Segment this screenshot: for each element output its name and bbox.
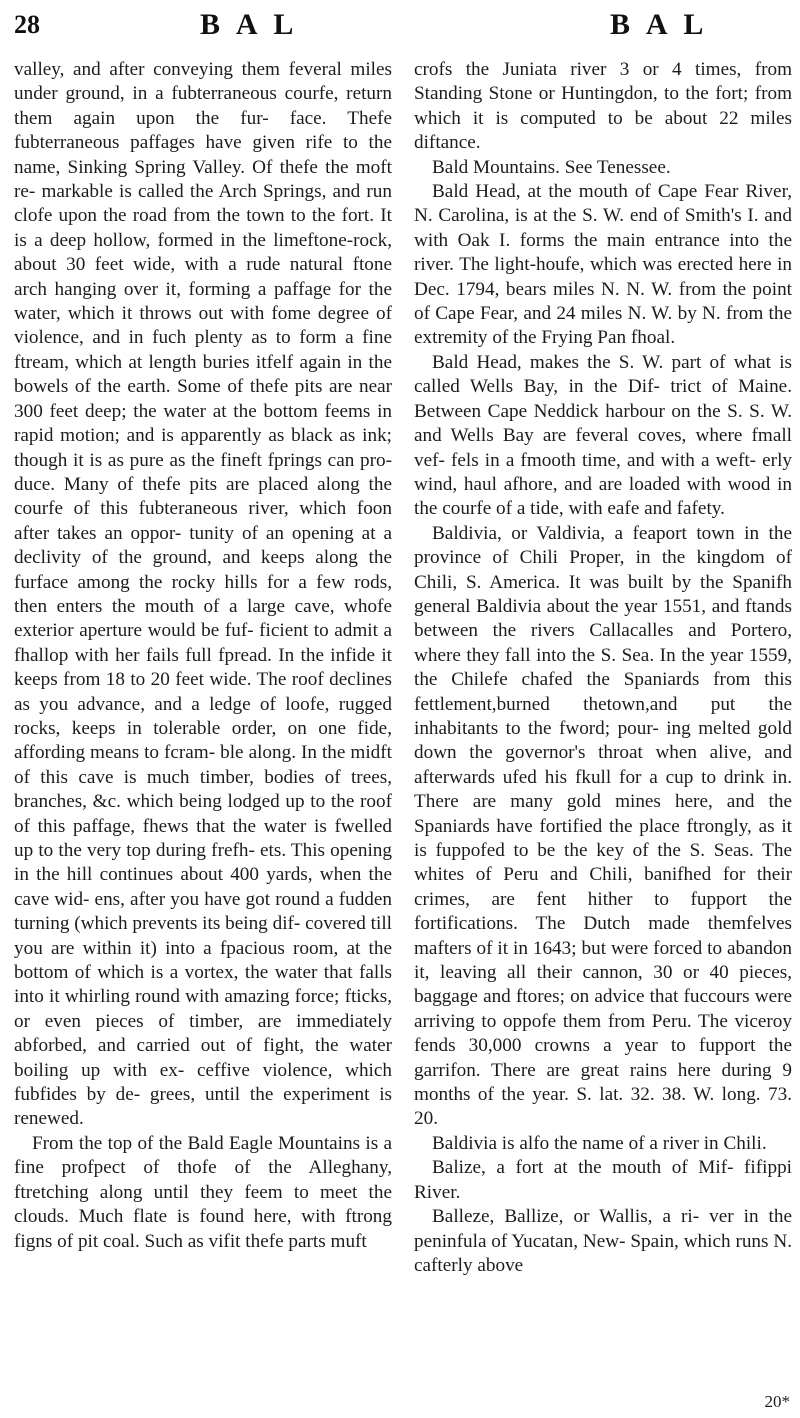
entry-bald-mountains: Bald Mountains. See Tenessee.	[432, 156, 671, 178]
left-column	[14, 58, 392, 1408]
text-paragraph: From the top of the Bald Eagle Mountains is a fine profpect of thofe of the Alleghany, ftretching along until they feem to meet the clouds. Much flate is found here, with ftrong figns of pit coal. Such as vifit thefe parts muft	[14, 1132, 392, 1252]
catchword: 20*	[764, 1392, 790, 1411]
text-paragraph: crofs the Juniata river 3 or 4 times, from Standing Stone or Huntingdon, to the fort; from which it is computed to be about 22 miles diftance.	[414, 59, 792, 154]
page-header	[0, 4, 800, 54]
right-running-title: B A L	[610, 8, 709, 41]
entry-bald-head-nc: Bald Head, at the mouth of Cape Fear River, N. Carolina, is at the S. W. end of Smith's I. and with Oak I. forms the main entrance into the river. The light-houfe, which was erected here in Dec. 1794, bears miles N. N. W. from the point of Cape Fear, and 24 miles N. W. by N. from the extremity of the Frying Pan fhoal.	[414, 181, 792, 349]
entry-baldivia: Baldivia, or Valdivia, a feaport town in the province of Chili Proper, in the kingdom of Chili, S. America. It was built by the Spanifh general Baldivia about the year 1551, and ftands between the rivers Callacalles and Portero, where they fall into the S. Sea. In the year 1559, the Chilefe chafed the Spaniards from this fettlement,burned thetown,and put the inhabitants to the fword; pour- ing melted gold down the governor's throat when alive, and afterwards ufed his fkull for a cup to drink in. There are many gold mines here, and the Spaniards have fortified the place ftrongly, as it is fuppofed to be the key of the S. Seas. The whites of Peru and Chili, banifhed for their crimes, are fent hither to fupport the fortifications. The Dutch made themfelves mafters of it in 1643; but were forced to abandon it, leaving all their cannon, 30 or 40 pieces, baggage and ftores; on advice that fuccours were arriving to oppofe them from Peru. The viceroy fends 30,000 crowns a year to fupport the garrifon. There are great rains here during 9 months of the year. S. lat. 32. 38. W. long. 73. 20.	[414, 522, 792, 1130]
page-number: 28	[14, 10, 40, 39]
entry-bald-head-maine: Bald Head, makes the S. W. part of what is called Wells Bay, in the Dif- trict of Maine. Between Cape Neddick harbour on the S. S. W. and Wells Bay are feveral coves, where fmall vef- fels in a fmooth time, and with a weft- erly wind, haul afhore, and are loaded with wood in the courfe of a tide, with eafe and fafety.	[414, 351, 792, 520]
text-paragraph: valley, and after conveying them feveral miles under ground, in a fubterraneous courfe, return them again upon the fur- face. Thefe fubterraneous paffages have given rife to the name, Sinking Spring Valley. Of thefe the moft re- markable is called the Arch Springs, and run clofe upon the road from the town to the fort. It is a deep hollow, formed in the limeftone-rock, about 30 feet wide, with a rude natural ftone arch hanging over it, forming a paffage for the water, which it throws out with fome degree of violence, and in fuch plenty as to form a fine ftream, which at length buries itfelf again in the bowels of the earth. Some of thefe pits are near 300 feet deep; the water at the bottom feems in rapid motion; and is apparently as black as ink; though it is as pure as the fineft fprings can pro- duce. Many of thefe pits are placed along the courfe of this fubteraneous river, which foon after takes an oppor- tunity of an opening at a declivity of the ground, and keeps along the furface among the rocky hills for a few rods, then enters the mouth of a large cave, whofe exterior aperture would be fuf- ficient to admit a fhallop with her fails full fpread. In the infide it keeps from 18 to 20 feet wide. The roof declines as you advance, and a ledge of loofe, rugged rocks, keeps in tolerable order, on one fide, affording means to fcram- ble along. In the midft of this cave is much timber, bodies of trees, branches, &c. which being lodged up to the roof of this paffage, fhews that the water is fwelled up to the very top during frefh- ets. This opening in the hill continues about 400 yards, when the cave wid- ens, after you have got round a fudden turning (which prevents its being dif- covered till you are within it) into a fpacious room, at the bottom of which is a vortex, the water that falls into it whirling round with amazing force; fticks, or even pieces of timber, are immediately abforbed, and carried out of fight, the water boiling up with ex- ceffive violence, which fubfides by de- grees, until the experiment is renewed.	[14, 59, 392, 1130]
entry-balleze: Balleze, Ballize, or Wallis, a ri- ver in the peninfula of Yucatan, New- Spain, which runs N. cafterly above	[414, 1206, 792, 1276]
entry-baldivia-river: Baldivia is alfo the name of a river in Chili.	[432, 1132, 767, 1154]
left-running-title: B A L	[200, 8, 299, 41]
right-column	[414, 58, 792, 1408]
entry-balize: Balize, a fort at the mouth of Mif- fifippi River.	[414, 1157, 792, 1203]
